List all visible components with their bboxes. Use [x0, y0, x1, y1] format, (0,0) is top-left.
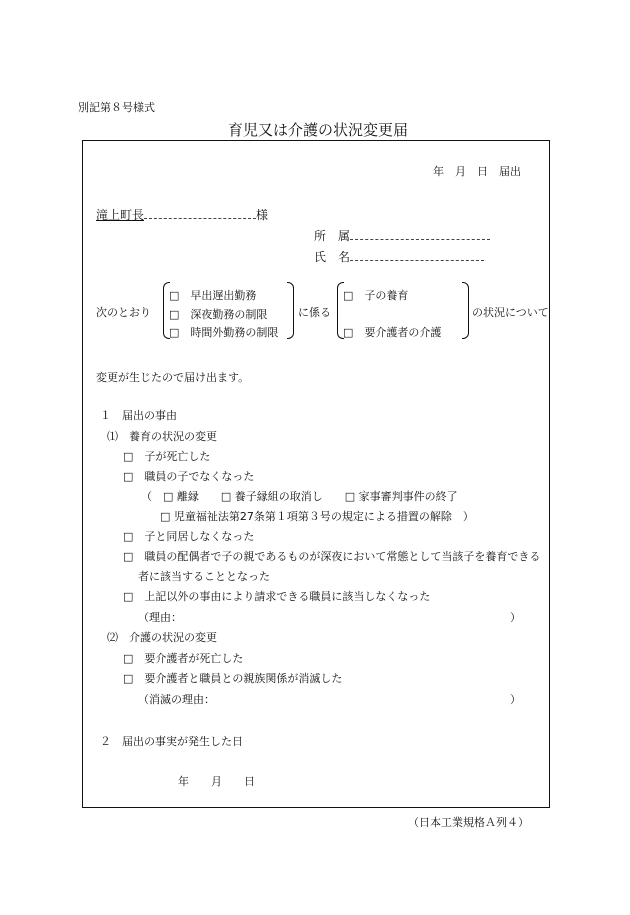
connector: に係る — [298, 306, 331, 319]
section2-heading: ２ 届出の事実が発生した日 — [100, 735, 243, 748]
affiliation-blank[interactable] — [350, 229, 490, 240]
form-title: 育児又は介護の状況変更届 — [228, 121, 409, 139]
termination-reason-label: （消滅の理由： — [138, 693, 215, 706]
work-option-early-late[interactable]: □ 早出遅出勤務 — [169, 289, 257, 302]
left-bracket-1-close — [287, 282, 294, 339]
option-other-reason[interactable]: □ 上記以外の事由により請求できる職員に該当しなくなった — [123, 590, 431, 603]
addressee-line — [96, 208, 268, 221]
option-care-recipient-died[interactable]: □ 要介護者が死亡した — [123, 652, 244, 665]
sub1-heading: ⑴ 養育の状況の変更 — [107, 430, 217, 443]
affiliation-line — [314, 229, 490, 242]
change-statement: 変更が生じたので届け出ます。 — [96, 371, 250, 384]
form-number: 別記第８号様式 — [78, 101, 155, 114]
name-label: 氏 名 — [314, 250, 351, 264]
option-child-died[interactable]: □ 子が死亡した — [123, 450, 211, 463]
work-option-overtime[interactable]: □ 時間外勤務の制限 — [169, 326, 279, 339]
care-option-caregiving[interactable]: □ 要介護者の介護 — [343, 326, 442, 339]
termination-reason-close: ） — [510, 693, 521, 706]
care-option-child[interactable]: □ 子の養育 — [343, 289, 409, 302]
section1-heading: １ 届出の事由 — [100, 409, 177, 422]
affiliation-label: 所 属 — [314, 229, 351, 243]
name-line — [314, 250, 484, 263]
option-not-cohabiting[interactable]: □ 子と同居しなくなった — [123, 530, 255, 543]
option-relationship-ended[interactable]: □ 要介護者と職員との親族関係が消滅した — [123, 672, 343, 685]
reason-close: ） — [510, 611, 521, 624]
sub2-heading: ⑵ 介護の状況の変更 — [107, 631, 217, 644]
option-no-longer-child[interactable]: □ 職員の子でなくなった — [123, 470, 255, 483]
occurrence-date[interactable]: 年 月 日 — [178, 775, 255, 788]
reason-label: （理由： — [138, 611, 182, 624]
left-bracket-2-close — [462, 282, 469, 339]
option-spouse-line2: 者に該当することとなった — [138, 570, 270, 583]
addressee-suffix: 様 — [256, 208, 269, 222]
addressee-blank — [144, 208, 256, 219]
paper-size-note: （日本工業規格Ａ列４） — [408, 816, 529, 829]
sub-options-row2[interactable]: □ 児童福祉法第27条第１項第３号の規定による措置の解除 ） — [160, 510, 474, 523]
submission-date: 年 月 日 届出 — [433, 165, 521, 178]
name-blank[interactable] — [350, 250, 484, 261]
option-spouse-line1[interactable]: □ 職員の配偶者で子の親であるものが深夜において常態として当該子を養育できる — [123, 550, 541, 563]
addressee: 滝上町長 — [96, 208, 145, 222]
work-option-night[interactable]: □ 深夜勤務の制限 — [169, 308, 268, 321]
intro-lead: 次のとおり — [96, 306, 151, 319]
status-suffix: の状況について — [472, 306, 549, 319]
sub-options-row1[interactable]: （ □ 離縁 □ 養子縁組の取消し □ 家事審判事件の終了 — [141, 490, 458, 503]
